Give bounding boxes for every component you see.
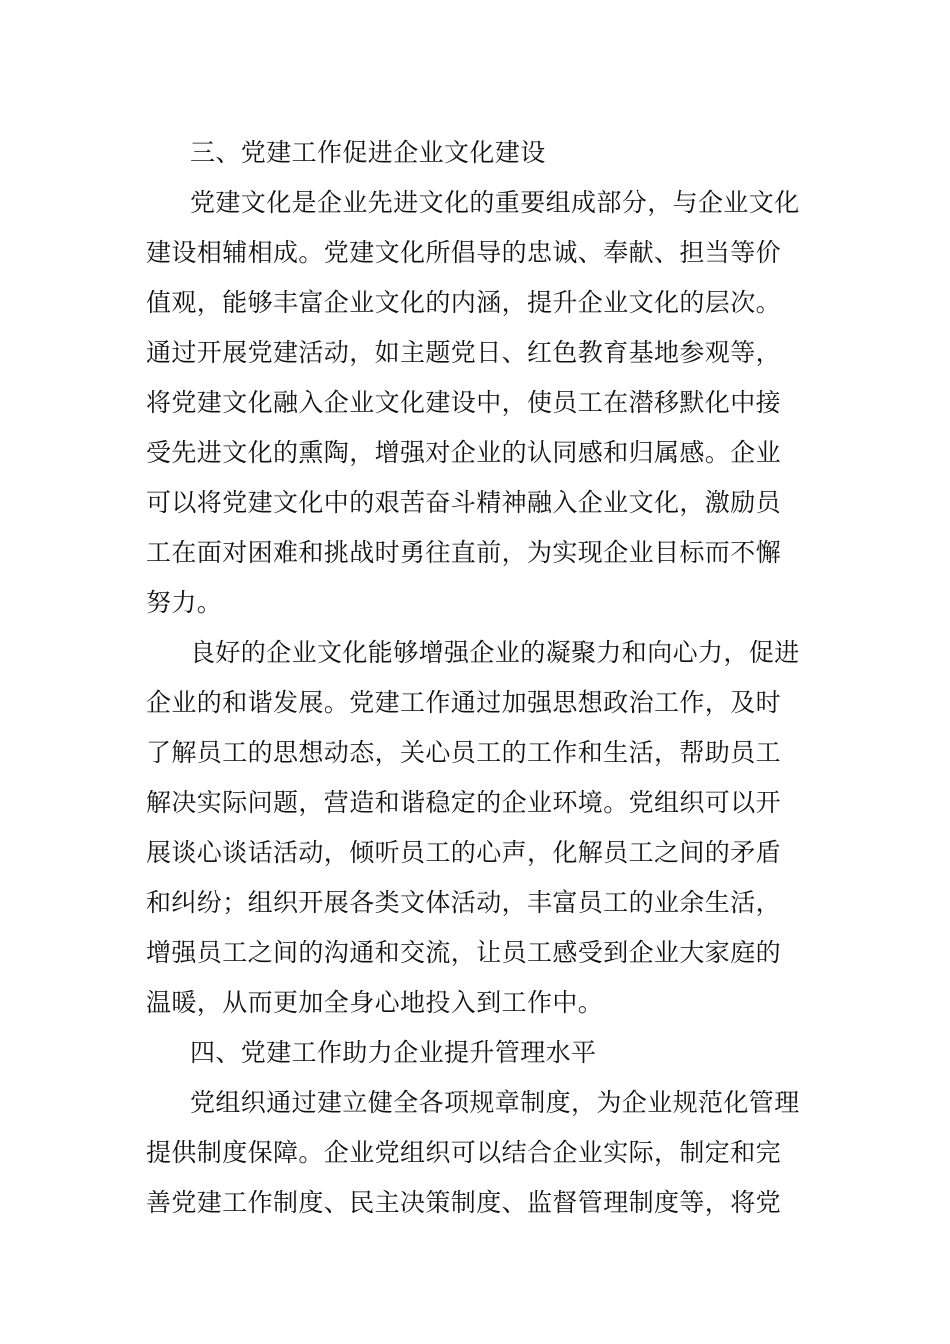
- paragraph-line: 展谈心谈话活动，倾听员工的心声，化解员工之间的矛盾: [146, 838, 782, 867]
- paragraph-line: 建设相辅相成。党建文化所倡导的忠诚、奉献、担当等价: [146, 238, 782, 267]
- paragraph-line: 努力。: [146, 588, 223, 617]
- paragraph-line: 提供制度保障。企业党组织可以结合企业实际，制定和完: [146, 1138, 782, 1167]
- paragraph-line: 党建文化是企业先进文化的重要组成部分，与企业文化: [190, 188, 800, 217]
- paragraph-line: 和纠纷；组织开展各类文体活动，丰富员工的业余生活，: [146, 888, 782, 917]
- paragraph-line: 善党建工作制度、民主决策制度、监督管理制度等，将党: [146, 1188, 782, 1217]
- paragraph-line: 增强员工之间的沟通和交流，让员工感受到企业大家庭的: [146, 938, 782, 967]
- paragraph-line: 企业的和谐发展。党建工作通过加强思想政治工作，及时: [146, 688, 782, 717]
- section-heading: 四、党建工作助力企业提升管理水平: [190, 1038, 597, 1067]
- paragraph-line: 良好的企业文化能够增强企业的凝聚力和向心力，促进: [190, 638, 800, 667]
- paragraph-line: 可以将党建文化中的艰苦奋斗精神融入企业文化，激励员: [146, 488, 782, 517]
- paragraph-line: 工在面对困难和挑战时勇往直前，为实现企业目标而不懈: [146, 538, 782, 567]
- document-body: [146, 128, 802, 1228]
- paragraph-line: 受先进文化的熏陶，增强对企业的认同感和归属感。企业: [146, 438, 782, 467]
- paragraph-line: 值观，能够丰富企业文化的内涵，提升企业文化的层次。: [146, 288, 782, 317]
- section-heading: 三、党建工作促进企业文化建设: [190, 138, 546, 167]
- paragraph-line: 将党建文化融入企业文化建设中，使员工在潜移默化中接: [146, 388, 782, 417]
- paragraph-line: 解决实际问题，营造和谐稳定的企业环境。党组织可以开: [146, 788, 782, 817]
- paragraph-line: 了解员工的思想动态，关心员工的工作和生活，帮助员工: [146, 738, 782, 767]
- paragraph-line: 党组织通过建立健全各项规章制度，为企业规范化管理: [190, 1088, 800, 1117]
- paragraph-line: 通过开展党建活动，如主题党日、红色教育基地参观等，: [146, 338, 782, 367]
- paragraph-line: 温暖，从而更加全身心地投入到工作中。: [146, 988, 604, 1017]
